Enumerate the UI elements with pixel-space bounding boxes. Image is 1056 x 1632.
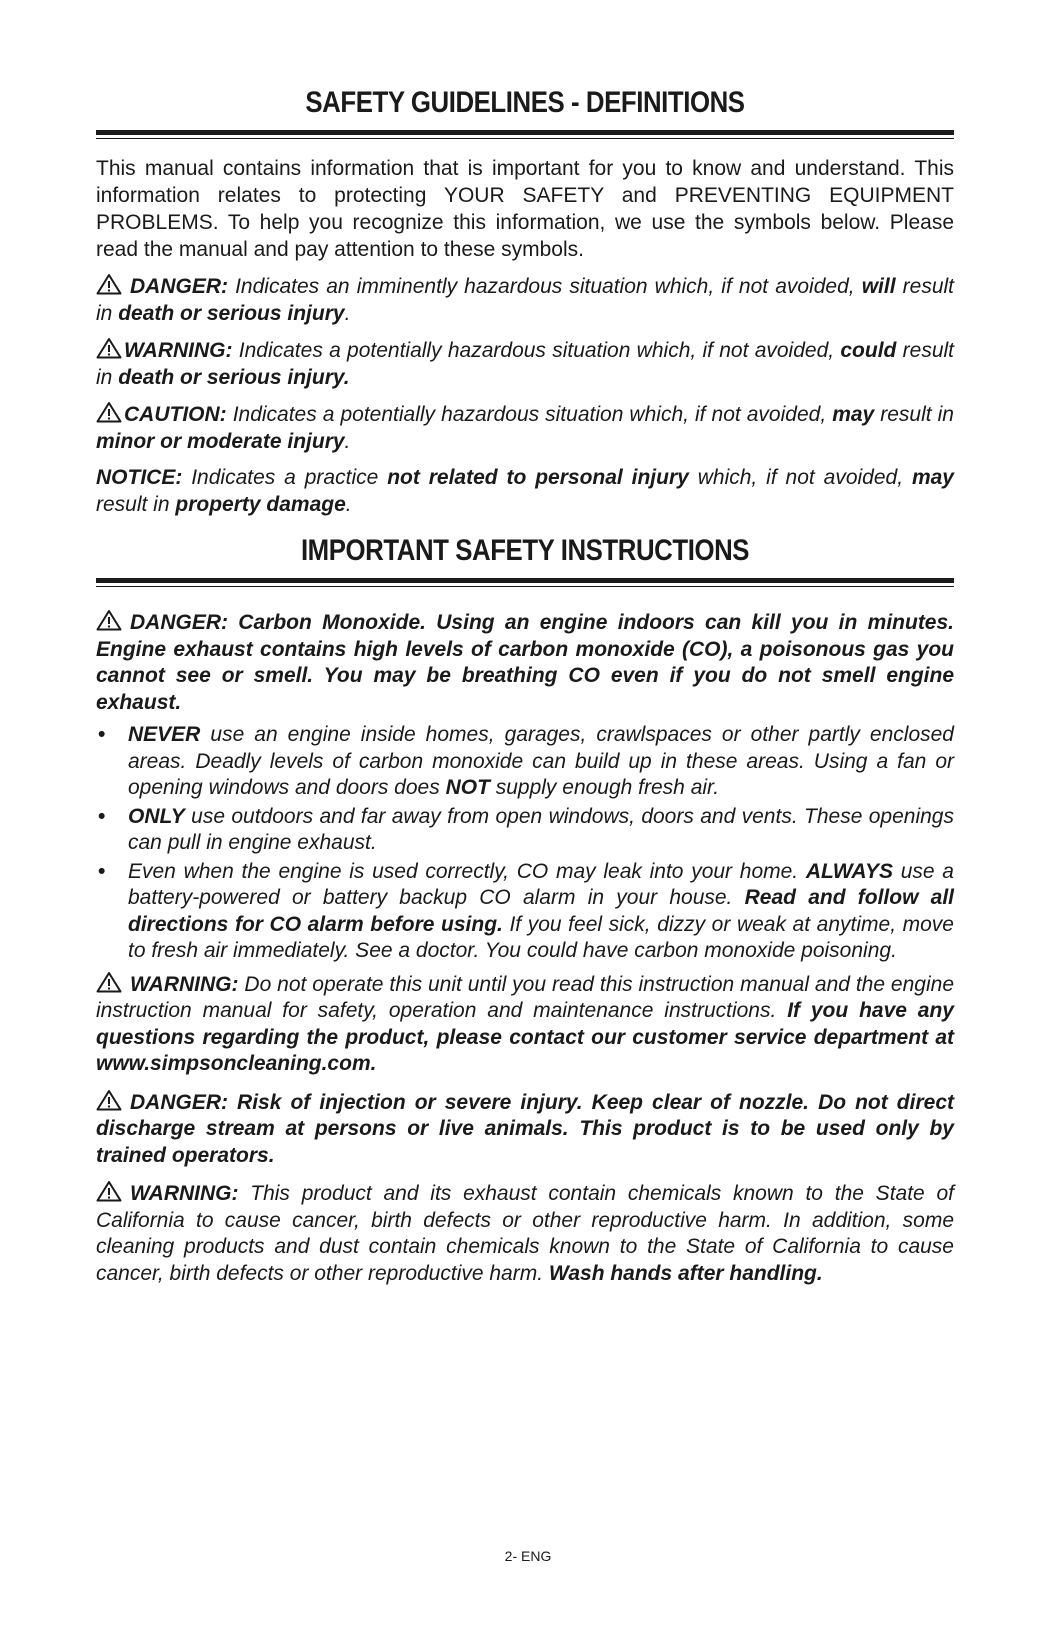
danger-text: .: [344, 301, 351, 325]
warning-text: Indicates a potentially hazardous situation which, if not avoided,: [232, 339, 841, 362]
co-danger-text: DANGER: Carbon Monoxide. Using an engine indoors can kill you in minutes. Engine exhaust contains high levels of carbon monoxide (CO), a poisonous gas you cannot see or smell. You may be breathing CO even if you do not smell engine exhaust.: [96, 611, 954, 714]
bullet-text: use outdoors and far away from open windows, doors and vents. These openings can pull in engine exhaust.: [128, 804, 954, 854]
warning-triangle-icon: [96, 401, 124, 423]
warning-triangle-icon: [96, 1089, 124, 1111]
caution-text: result in: [874, 403, 954, 426]
warning-triangle-icon: [96, 337, 124, 359]
page-number: 2- ENG: [504, 1548, 552, 1564]
warning-text: result in: [96, 339, 954, 389]
bullet-text: If you feel sick, dizzy or weak at anytime, move to fresh air immediately. See a doctor. You could have carbon monoxide poisoning.: [128, 912, 954, 962]
warning-label: WARNING:: [124, 339, 233, 362]
notice-text: result in: [96, 492, 176, 516]
title-rule: [96, 130, 954, 139]
section-title-definitions: SAFETY GUIDELINES - DEFINITIONS: [305, 86, 745, 119]
danger-text: result in: [96, 275, 955, 325]
notice-emphasis: not related to personal injury: [387, 466, 689, 489]
warning-emphasis: If you have any questions regarding the product, please contact our customer service department at www.simpsoncleaning.com.: [96, 999, 954, 1075]
list-item: [96, 859, 954, 965]
intro-paragraph: This manual contains information that is important for you to know and understand. This information relates to protecting YOUR SAFETY and PREVENTING EQUIPMENT PROBLEMS. To help you recognize this information, we use the symbols below. Please read the manual and pay attention to these symbols.: [96, 157, 954, 261]
warning-label: WARNING:: [130, 1182, 239, 1205]
caution-text: .: [344, 429, 351, 453]
bullet-text: supply enough fresh air.: [489, 776, 720, 799]
warning-label: WARNING:: [130, 972, 239, 996]
bullet-text: Even when the engine is used correctly, CO may leak into your home.: [128, 859, 806, 883]
bullet-emphasis: ALWAYS: [805, 859, 893, 883]
notice-text: .: [345, 492, 352, 516]
bullet-icon: •: [98, 804, 106, 828]
list-item: [96, 722, 954, 802]
bullet-emphasis: NEVER: [128, 723, 201, 746]
warning-emphasis: could: [840, 339, 897, 362]
notice-label: NOTICE:: [96, 466, 183, 489]
caution-definition: [96, 401, 954, 455]
danger-emphasis: will: [861, 275, 896, 298]
caution-label: CAUTION:: [124, 403, 227, 426]
caution-text: Indicates a potentially hazardous situation which, if not avoided,: [226, 403, 833, 426]
notice-definition: [96, 465, 954, 518]
notice-text: Indicates a practice: [182, 466, 388, 489]
warning-triangle-icon: [96, 273, 124, 295]
notice-emphasis: may: [911, 466, 954, 489]
bullet-emphasis: ONLY: [128, 804, 185, 828]
california-warning: [96, 1180, 954, 1287]
bullet-icon: •: [98, 859, 106, 883]
warning-emphasis: Wash hands after handling.: [548, 1261, 823, 1285]
bullet-icon: •: [98, 723, 106, 746]
bullet-text: use an engine inside homes, garages, crawlspaces or other partly enclosed areas. Deadly levels of carbon monoxide can build up in these areas. Using a fan or opening windows and doors does: [128, 723, 954, 799]
co-danger-warning: [96, 609, 954, 716]
warning-emphasis: death or serious injury.: [118, 365, 350, 389]
notice-text: which, if not avoided,: [688, 466, 912, 489]
bullet-text: use a battery-powered or battery backup CO alarm in your house.: [128, 859, 954, 909]
injection-danger: [96, 1089, 954, 1170]
warning-triangle-icon: [96, 609, 124, 631]
notice-emphasis: property damage: [175, 492, 346, 516]
danger-text: Indicates an imminently hazardous situation which, if not avoided,: [228, 275, 862, 298]
section-title-instructions: IMPORTANT SAFETY INSTRUCTIONS: [300, 534, 750, 567]
title-rule: [96, 578, 954, 587]
bullet-emphasis: Read and follow all directions for CO alarm before using.: [128, 886, 954, 936]
bullet-emphasis: NOT: [445, 776, 490, 799]
manual-page: [96, 84, 954, 1287]
danger-emphasis: death or serious injury: [118, 301, 345, 325]
caution-emphasis: minor or moderate injury: [96, 429, 345, 453]
warning-definition: [96, 337, 954, 391]
danger-definition: [96, 273, 954, 327]
warning-text: Do not operate this unit until you read this instruction manual and the engine instruction manual for safety, operation and maintenance instructions.: [96, 972, 954, 1022]
co-bullet-list: [96, 722, 954, 965]
caution-emphasis: may: [832, 403, 875, 426]
manual-warning: [96, 971, 954, 1078]
warning-triangle-icon: [96, 971, 124, 993]
danger-label: DANGER:: [130, 275, 228, 298]
list-item: [96, 804, 954, 857]
injection-danger-text: DANGER: Risk of injection or severe injury. Keep clear of nozzle. Do not direct discharge stream at persons or live animals. This product is to be used only by trained operators.: [96, 1090, 954, 1167]
warning-text: This product and its exhaust contain chemicals known to the State of California to cause cancer, birth defects or other reproductive harm. In addition, some cleaning products and dust contain chemicals known to the State of California to cause cancer, birth defects or other reproductive harm.: [96, 1182, 954, 1285]
warning-triangle-icon: [96, 1180, 124, 1202]
